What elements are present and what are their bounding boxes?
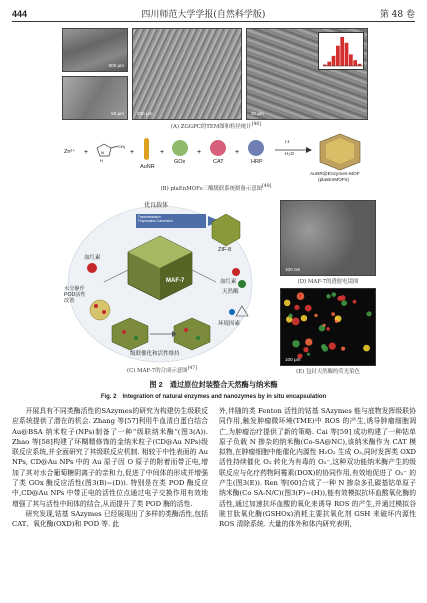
fluorescence-spot <box>322 346 328 352</box>
body-column-left <box>12 406 208 600</box>
caption-c-text: (C) MAF-7的合成示意图 <box>127 368 188 374</box>
fluorescence-spot <box>353 300 357 304</box>
fluorescence-spot <box>326 327 330 331</box>
figure-title-cn: 图 2 通过原位封装整合天然酶与纳米酶 <box>149 380 278 389</box>
tem-image-4 <box>246 28 368 120</box>
fluorescence-spot <box>363 345 370 352</box>
figure-panel-d <box>280 200 376 286</box>
plus-sign: + <box>84 149 89 156</box>
reagent-aunr: AuNR <box>140 164 155 170</box>
fluorescence-spot <box>366 311 371 316</box>
fluorescence-spot <box>289 314 293 318</box>
histogram-bar <box>345 43 349 66</box>
journal-title: 四川师范大学学报(自然科学版) <box>141 10 266 20</box>
caption-b <box>60 184 372 192</box>
fluorescence-spot <box>298 294 301 297</box>
histogram-svg <box>319 33 365 71</box>
fluorescence-spot <box>341 300 347 306</box>
fluorescence-spot <box>319 325 325 331</box>
cat-enzyme-icon <box>210 140 226 156</box>
arrow-condition-bottom: H₂O <box>285 152 295 157</box>
caption-b-ref: [48] <box>261 184 272 190</box>
product-label: AuNR@Enzymes-MOF <box>310 172 360 177</box>
scale-label: 100 nm <box>285 267 301 272</box>
mof-crystal-icon <box>320 134 360 170</box>
figure-panel-c <box>56 200 268 376</box>
fluorescence-spot <box>331 312 335 316</box>
fluorescence-spot <box>331 292 336 297</box>
label-natural-enzyme: 天然酶 <box>222 289 239 295</box>
label-heme-left: 血红素 <box>84 255 101 261</box>
figure-panel-e <box>280 288 376 376</box>
fluorescence-spots <box>281 289 376 367</box>
svg-text:+: + <box>130 149 135 156</box>
fluorescence-spot <box>329 343 336 350</box>
fluorescence-spot <box>303 347 308 352</box>
paragraph: 外,伴随的类 Fenton 活性的钴基 SAzymes 能与底物发挥级联协同作用,触发肿瘤微环境(TME)中 ROS 的产生,诱导肿瘤细胞凋亡,为肿瘤治疗提供了新的策略. Cai 等[59] 成功构建了一种钴单原子负载 N 掺杂的纳米酶(Co-SA@NC),该纳米酶作为 CAT 模拟物,在肿瘤细胞中能催化内源性 H₂O₂ 生成 O₂,同时发挥类 OXD 活性持续催化 O₂ 转化为有毒的 O₂⁻,这种双功能纳米酶产生的级联反应与化疗药物阿霉素(DOX)的协同作用,有效地促进了 O₂⁻ 的产生(图3(E)). Ren 等[60]合成了一种 N 掺杂多孔碳基钴单原子纳米酶(Co SA-N/C)(图3(F)~(H)),能有效模拟抗坏血酸氧化酶的活性,通过加速抗坏血酸的氧化来诱导 ROS 的产生,并通过模拟谷胱甘肽氧化酶(GSHOx)消耗主要抗氧化剂 GSH 来破坏内源性 ROS 清除系统. 大量的体外和体内研究表明, <box>219 407 416 529</box>
paragraph: 研究发现,钴基 SAzymes 已经展现出了多样的类酶活性,包括 CAT、氧化酶(OXD)和 POD 等. 此 <box>12 509 208 529</box>
page-number: 444 <box>12 8 28 19</box>
histogram-bar <box>332 56 336 66</box>
label-good-carrier: 优良载体 <box>144 203 169 209</box>
reagent-hrp: HRP <box>251 159 263 165</box>
fluorescence-spot <box>307 353 310 356</box>
label-transmetalation: Transmetalation Polymorphic Conversion <box>138 215 173 223</box>
fluorescence-spot <box>341 347 345 351</box>
fluorescence-spot <box>292 340 299 347</box>
scale-label: 100 µm <box>285 357 301 362</box>
svg-text:N: N <box>101 150 104 155</box>
histogram-bar <box>353 60 357 66</box>
reagent-zn: Zn²⁺ <box>64 149 76 155</box>
label-maf7: MAF-7 <box>166 278 185 284</box>
arrow-condition-top: r.t. <box>285 140 291 145</box>
label-pod-improve: 水分静作 POD活性 改善 <box>64 286 86 305</box>
fluorescence-spot <box>284 300 291 307</box>
volume-number: 第 48 卷 <box>379 10 415 20</box>
svg-text:+: + <box>235 149 240 156</box>
fluorescence-spot <box>326 294 330 298</box>
fluorescence-spot <box>335 320 338 323</box>
caption-c-ref: [47] <box>187 366 197 372</box>
body-column-right <box>219 406 416 600</box>
hrp-enzyme-icon <box>248 140 264 156</box>
caption-a-text: (A) ZGGPC的TEM图和粒径统计 <box>170 124 252 130</box>
imidazole-ligand-icon <box>97 144 126 163</box>
figure-title-en: Fig. 2 Integration of natural enzymes and nanozymes by in situ encapsulation <box>100 394 327 400</box>
fluorescence-spot <box>337 296 342 301</box>
label-environment: 环境因素 <box>218 321 241 327</box>
figure-panel-b <box>60 132 372 192</box>
fluorescence-spot <box>294 305 299 310</box>
svg-text:+: + <box>160 149 165 156</box>
product-label-2: (plasEnMOFs) <box>318 178 349 183</box>
svg-text:+: + <box>197 149 202 156</box>
caption-e: (E) 包封天然酶的荧光染色 <box>296 369 360 375</box>
reagent-gox: GOx <box>174 159 186 165</box>
caption-a-ref: [46] <box>251 122 262 128</box>
reagent-cat: CAT <box>213 159 224 165</box>
tem-image-2 <box>62 76 128 120</box>
histogram-bar <box>358 64 362 66</box>
svg-text:CH₃: CH₃ <box>118 144 126 149</box>
tem-image-maf7 <box>280 200 376 276</box>
fluorescence-image <box>280 288 376 366</box>
fluorescence-spot <box>301 315 307 321</box>
caption-c <box>56 366 268 374</box>
label-zif8: ZIF-8 <box>218 247 232 253</box>
tem-image-3 <box>132 28 242 120</box>
fluorescence-spot <box>305 305 312 312</box>
fluorescence-spot <box>314 314 317 317</box>
diameter-histogram <box>318 32 364 70</box>
label-cascade: 级联催化和活性维持 <box>130 351 180 357</box>
gold-nanorod-icon <box>144 138 149 160</box>
figure-panel-a <box>60 26 372 130</box>
gox-enzyme-icon <box>172 140 188 156</box>
histogram-bar <box>340 37 344 66</box>
svg-text:H: H <box>100 158 103 163</box>
scale-label: 200 µm <box>137 111 153 116</box>
scale-label: 500 µm <box>108 63 124 68</box>
running-header <box>12 6 415 22</box>
scale-label: 20 µm <box>251 111 264 116</box>
fluorescence-spot <box>292 318 300 326</box>
histogram-bar <box>336 46 340 66</box>
caption-a <box>60 122 372 130</box>
histogram-bar <box>349 54 353 66</box>
caption-b-text: (B) plaEnMOFs三酶级联系统制备示意图 <box>160 186 262 192</box>
paragraph: 开展具有不同类酶活性的SAzymes的研究为构建仿生级联反应系统提供了潜在的机会. Zhang 等[57]利用牛血清白蛋白结合 Au@BSA 纳米粒子(NPs)制备了一种“级联纳米酶”(图3(A)). Zhao 等[58]构建了环糊精修饰的金纳米粒子(CD@Au NPs)级联反应系统,并全面研究了其级联反应机制. 相较于中性表面的 Au NPs, CD@Au NPs 中的 Au 原子因 O 原子的附着而带正电,增加了其对水合葡萄糖阴离子的亲和力,促进了中间体的形成并增强了类 GOx 酶反应活性(图3(B)~(D)). 特别是在类 POD 酶反应中,CD@Au NPs 中带正电的活性位点通过电子交换作用有效地增强了其与活性中间体的结合,从而提升了类 POD 酶的活性. <box>12 407 208 508</box>
tem-image-1 <box>62 28 128 72</box>
label-heme-right: 血红素 <box>220 279 237 285</box>
caption-d: (D) MAF-7的透射电镜图 <box>297 279 359 285</box>
histogram-bar <box>327 62 331 66</box>
fluorescence-spot <box>305 338 312 345</box>
scale-label: 50 µm <box>111 111 124 116</box>
